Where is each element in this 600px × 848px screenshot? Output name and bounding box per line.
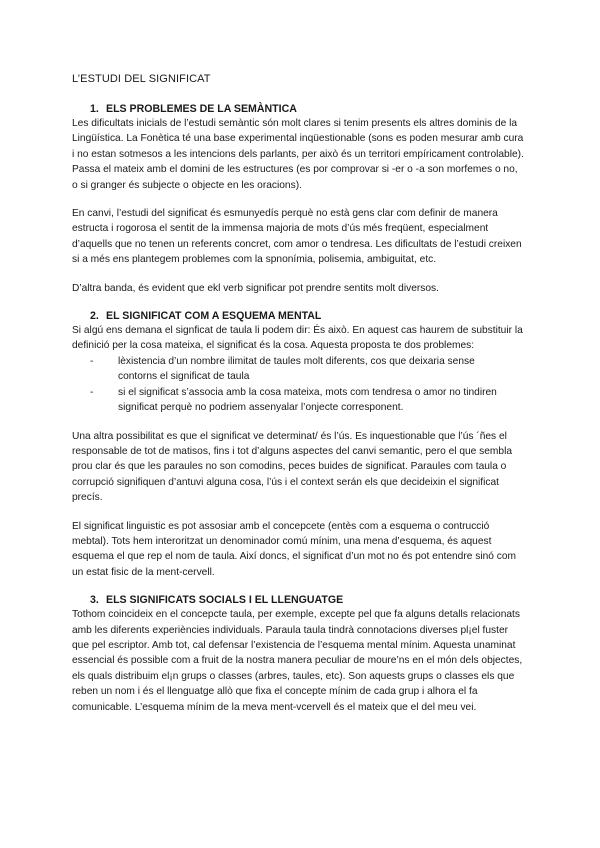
section-2-paragraph-2: El significat linguistic es pot assosiar amb el concepcete (entès com a esquema o contrucció mebtal). Tots hem interoritzat un denominador comú mínim, una mena d’esquema, és aquest esquema el que rep el nom de taula. Així doncs, el significat d’un mot no és pot entendre sinó com un estat fisic de la ment-cervell.	[72, 520, 516, 578]
section-2-title: EL SIGNIFICAT COM A ESQUEMA MENTAL	[106, 310, 322, 323]
section-3-heading	[72, 593, 524, 607]
section-gap	[72, 580, 524, 593]
section-2-paragraph-1: Una altra possibilitat es que el significat ve determinat/ és l’ús. Es inquestionable que l’ús ´ñes el responsable de tot de matisos, fins i tot d’alguns aspectes del canvi semantic, pero el que sembla prou clar és que les paraules no son comodins, peces buides de significat. Paraules com taula o corrupció signifiquen d’antuvi alguna cosa, l’ús i el context serán els que decideixin el significat precís.	[72, 430, 513, 504]
document-title: L’ESTUDI DEL SIGNIFICAT	[72, 73, 211, 85]
section-3-number: 3.	[90, 594, 99, 607]
bullet-text: lèxistencia d’un nombre ilimitat de taules molt diferents, cos que deixaria sense contorns el significat de taula	[118, 355, 475, 383]
section-1	[72, 102, 524, 296]
paragraph-gap	[72, 416, 524, 429]
section-2-number: 2.	[90, 310, 99, 323]
section-1-title: ELS PROBLEMES DE LA SEMÀNTICA	[106, 103, 297, 115]
section-3-title: ELS SIGNIFICATS SOCIALS I EL LLENGUATGE	[106, 594, 344, 607]
section-3-paragraph-1: Tothom coincideix en el concepcte taula, per exemple, excepte pel que fa alguns detalls relacionats amb les diferents experiències individuals. Paraula taula tindrà connotacions diverses pl¡el fuster que pel escriptor. Amb tot, cal defensar l’existencia de l’esquema mental mínim. Aquesta unaminat essencial és possible com a fruit de la nostra manera peculiar de moure’ns en el món dels objectes, els quals distribuim el¡n grups o classes (arbres, taules, etc). Son aquests grups o classes els que reben un nom i és el llenguatge allò que fixa el concepte mínim de cada grup i alhora el fa comunicable. L’esquema mínim de la meva ment-vcervell és el mateix que el del meu vei.	[72, 609, 523, 713]
bullet-text: si el significat s’associa amb la cosa mateixa, mots com tendresa o amor no tindiren significat perquè no podriem assenyalar l’onjecte corresponent.	[118, 386, 497, 414]
list-item	[72, 354, 524, 385]
section-1-paragraph-1: Les dificultats inicials de l’estudi semàntic són molt clares si tenim presents els altres dominis de la Lingüística. La Fonètica té una base experimental inqüestionable (sons es poden mesurar amb cura i no estan sotmesos a les intencions dels parlants, per això és un territori empíricament controlable). Passa el mateix amb el domini de les estructures (es por comprovar si -er o -a son morfemes o no, o si granger és subjecte o objecte en les oracions).	[72, 118, 524, 191]
section-1-number: 1.	[90, 103, 99, 115]
section-1-paragraph-2: En canvi, l’estudi del significat és esmunyedís perquè no està gens clar com definir de manera estructa i rogorosa el sentit de la immensa majoria de mots d’ús més freqüent, especialment d’aquells que no tenen un referents concret, com amor o tendresa. Les dificultats de l’estudi creixen si a més ens plantegem problemes com la spnonímia, polisemia, ambiguitat, etc.	[72, 208, 522, 266]
section-gap	[72, 296, 524, 309]
dash-bullet-icon: -	[90, 386, 94, 398]
section-3	[72, 593, 524, 715]
section-2-heading	[72, 309, 524, 323]
section-2	[72, 309, 524, 580]
section-1-heading	[72, 102, 524, 116]
dash-bullet-icon: -	[90, 355, 94, 367]
section-2-intro: Si algú ens demana el signficat de taula li podem dir: És això. En aquest cas haurem de substituir la definició per la cosa mateixa, el significat és la cosa. Aquesta proposta te dos problemes:	[72, 325, 523, 352]
section-1-paragraph-3: D’altra banda, és evident que ekl verb significar pot prendre sentits molt diversos.	[72, 282, 439, 294]
section-2-bullet-list	[72, 354, 524, 416]
list-item	[72, 385, 524, 416]
